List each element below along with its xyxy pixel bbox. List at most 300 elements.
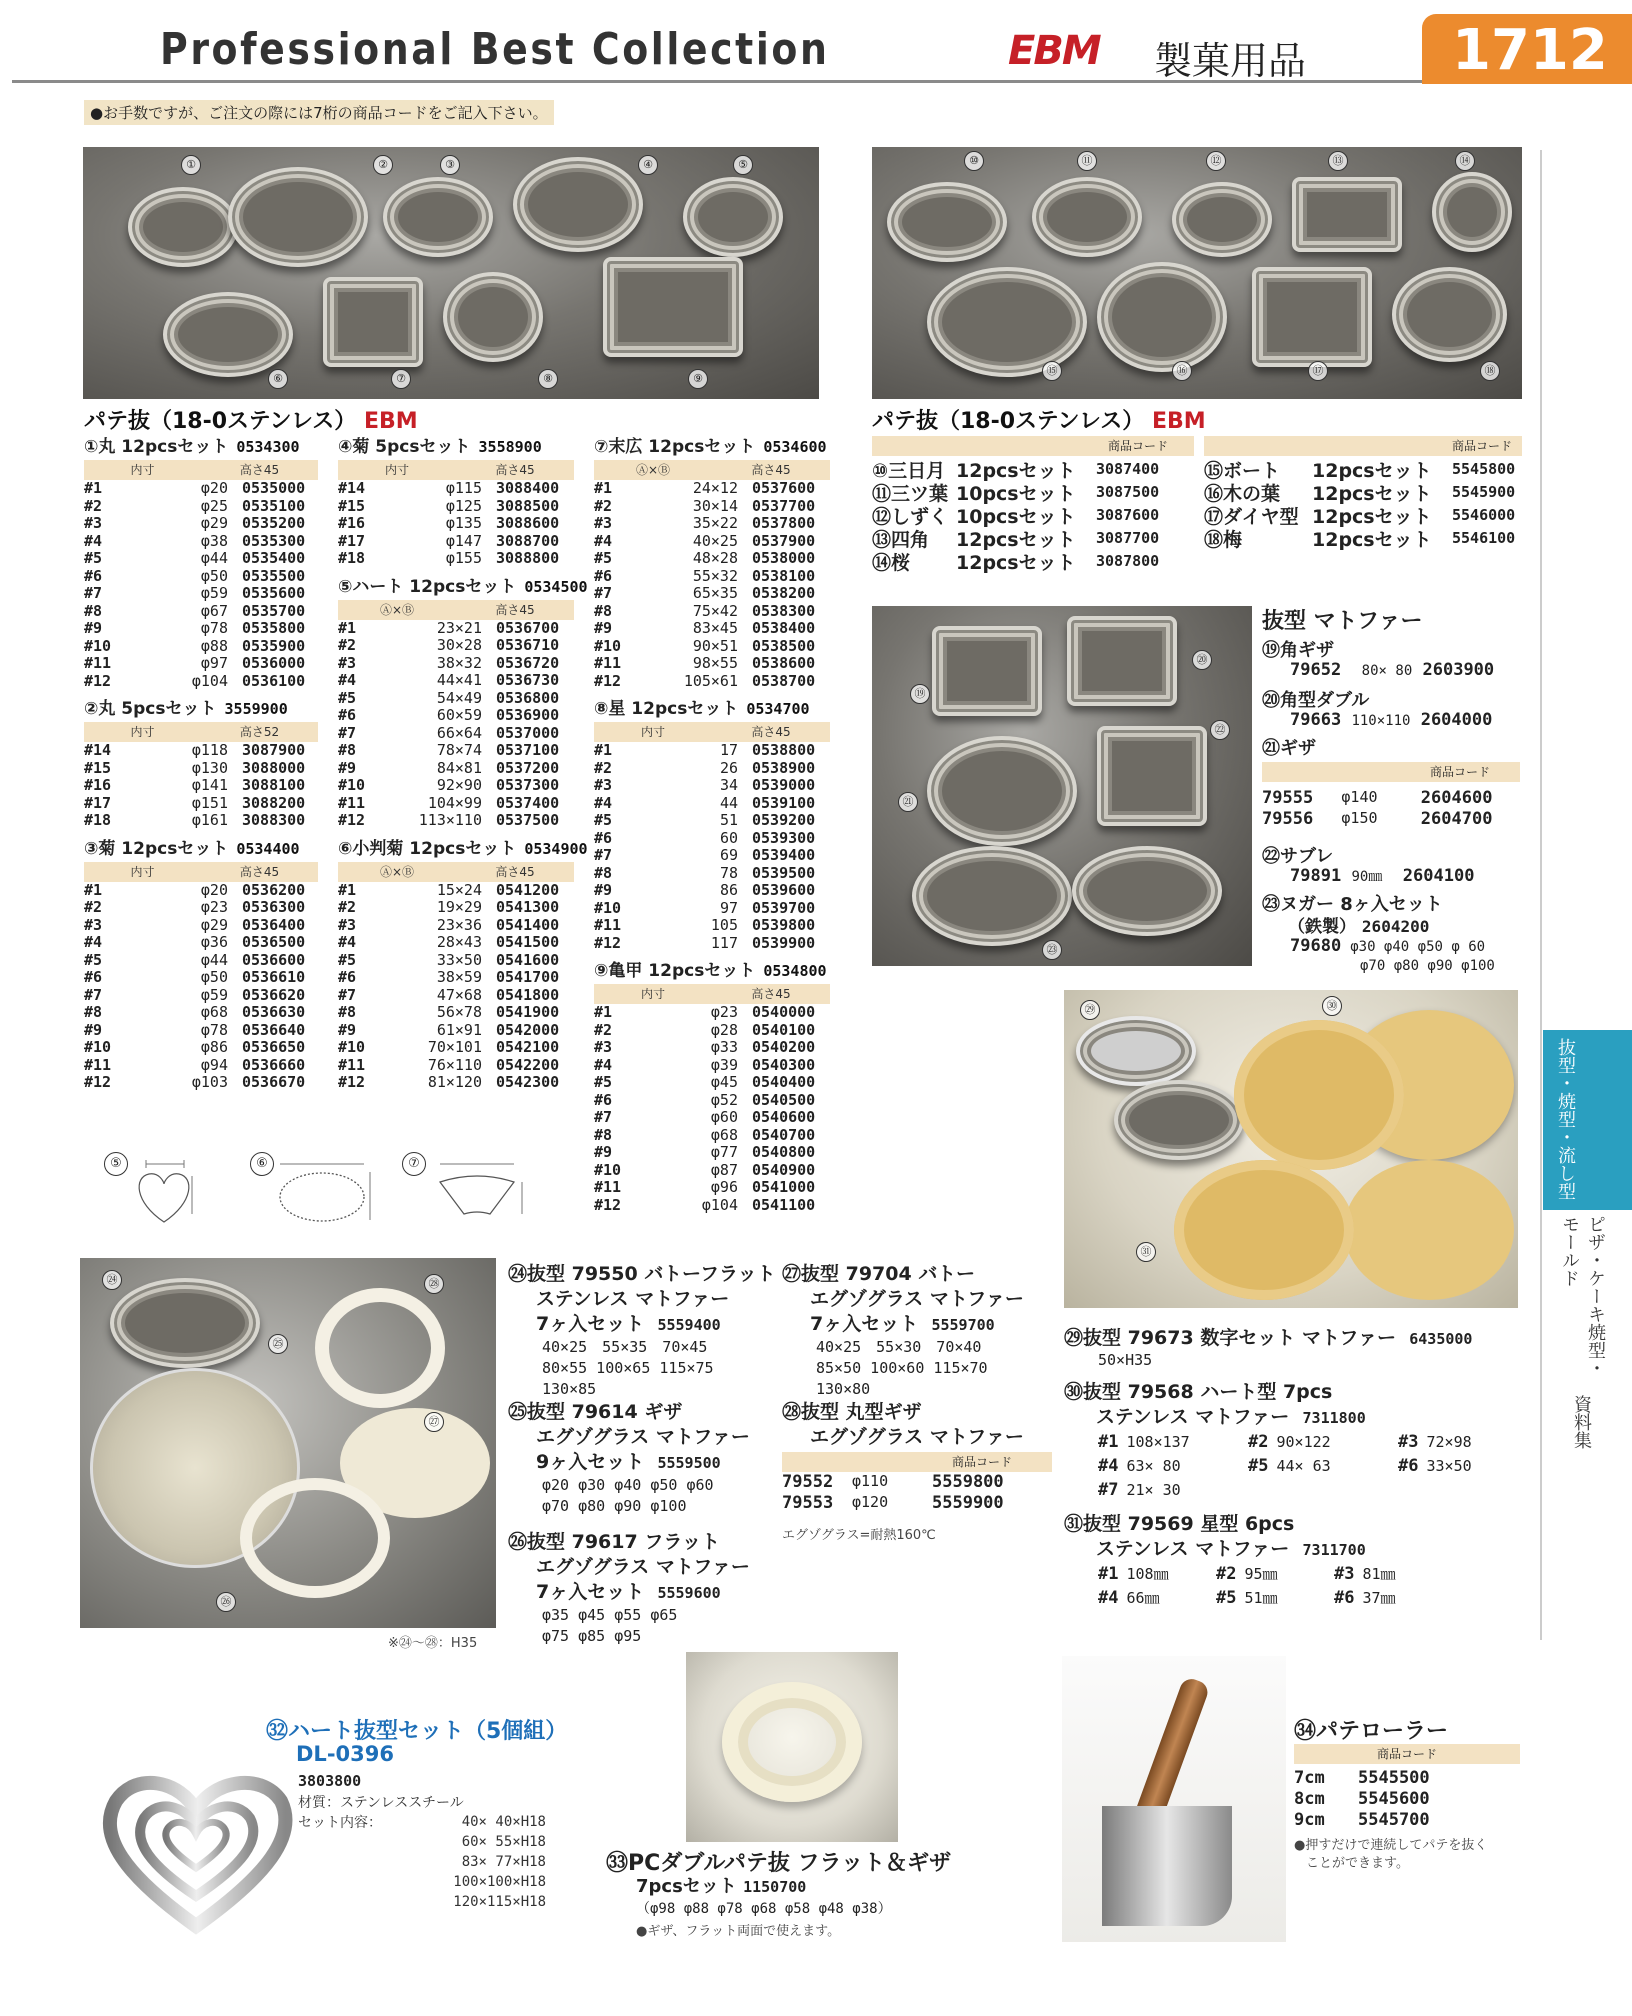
row-size: φ50 [200, 566, 228, 585]
item24 [508, 1262, 780, 1400]
cutter-drop [1172, 182, 1272, 257]
row-number: #2 [594, 1020, 613, 1039]
header-height: 高さ45 [495, 463, 535, 477]
row-size: φ96 [710, 1178, 738, 1196]
table-row [594, 742, 830, 760]
block-name: ④菊 5pcsセット [338, 437, 471, 457]
row-size: φ23 [710, 1003, 738, 1021]
photo5-label-28: ㉘ [424, 1274, 444, 1294]
row-value: 79552 [782, 1472, 834, 1492]
row-value: 8cm [1294, 1789, 1325, 1809]
table-row [338, 480, 574, 498]
row-code: 0537000 [496, 723, 560, 742]
photo5-label-25: ㉕ [268, 1334, 288, 1354]
row-code: 0541400 [496, 915, 560, 934]
item20-code: 2604000 [1420, 710, 1493, 730]
oval-outline-icon [250, 1152, 380, 1232]
size-value: 108×137 [1126, 1433, 1190, 1451]
side-tab-label-2[interactable]: ピザ・ケーキ焼型・モールド [1559, 1215, 1606, 1377]
table-row [84, 952, 318, 970]
size-number: #5 [1248, 1456, 1269, 1476]
size-cell [1398, 1430, 1538, 1454]
row-number: #5 [594, 1073, 613, 1091]
row-number: #7 [594, 1108, 613, 1126]
block-name: ⑤ハート 12pcsセット [338, 576, 517, 597]
row-number: #10 [338, 1038, 366, 1056]
photo-pate-roller [1062, 1656, 1286, 1942]
row-number: #5 [338, 950, 357, 969]
item22-name: ㉒サブレ [1262, 846, 1334, 867]
row-code: 0539200 [752, 811, 816, 829]
photo1-label-2: ② [373, 155, 393, 175]
row-size: φ86 [200, 1038, 228, 1056]
row-size: φ104 [701, 1195, 738, 1214]
size-value: 90×122 [1276, 1433, 1331, 1451]
item26-sizes [508, 1605, 780, 1647]
item23-name: ㉓ヌガー 8ヶ入セット [1262, 894, 1443, 915]
section2-shape: ⑭桜 [872, 552, 911, 574]
row-number: #6 [84, 566, 103, 585]
box-star [1174, 1160, 1354, 1300]
cutter-round-large [228, 167, 368, 267]
table-row [84, 638, 318, 656]
item27-line3 [782, 1312, 1052, 1337]
item28-note: エグゾグラス=耐熱160℃ [782, 1528, 936, 1543]
row-code: 0536400 [242, 915, 306, 934]
row-code: 0537200 [496, 758, 560, 777]
row-size: φ104 [191, 671, 228, 690]
product-block [338, 574, 588, 830]
row-size: 26 [719, 758, 738, 777]
row-code: 3088300 [242, 811, 306, 829]
row-code: 0540300 [752, 1055, 816, 1074]
row-number: #4 [84, 531, 103, 550]
header-height: 高さ52 [239, 725, 280, 739]
table-row [338, 952, 574, 970]
section2-row [1204, 529, 1522, 552]
section2-code: 5546000 [1452, 506, 1516, 524]
table-row [338, 533, 574, 551]
set-size: 120×115×H18 [453, 1894, 546, 1910]
section2-title [872, 404, 1206, 435]
row-code: 0538300 [752, 601, 816, 620]
table-row [338, 1022, 574, 1040]
roller-handle [1133, 1676, 1211, 1827]
row-number: #16 [84, 776, 112, 794]
table-row [84, 533, 318, 551]
section2-shape: ⑮ボート [1204, 460, 1281, 482]
row-number: #2 [594, 496, 613, 515]
row-code: 0539500 [752, 863, 816, 882]
row-size: 78×74 [436, 741, 482, 759]
row-code: 5559800 [932, 1472, 1004, 1492]
row-number: #7 [84, 985, 103, 1004]
item31-sizes [1064, 1562, 1526, 1610]
section2-row [872, 552, 1194, 575]
row-size: 60×59 [436, 706, 482, 724]
row-number: #11 [594, 916, 622, 934]
header-size: 内寸 [384, 463, 409, 477]
section2-shape: ⑰ダイヤ型 [1204, 506, 1299, 528]
row-code: 0536800 [496, 688, 560, 707]
table-row [594, 1057, 830, 1075]
table-row [338, 690, 574, 708]
size-number: #3 [1398, 1432, 1419, 1452]
table-row [594, 777, 830, 795]
code-row [782, 1493, 1052, 1514]
size-number: #5 [1216, 1588, 1237, 1608]
row-number: #7 [338, 985, 357, 1004]
row-number: #11 [594, 1178, 622, 1196]
row-value: φ120 [852, 1493, 889, 1511]
table-row [84, 987, 318, 1005]
item25-line2: エグゾグラス マトファー [536, 1426, 750, 1448]
photo1-label-4: ④ [638, 155, 658, 175]
photo-matfer-boxed-sets [1064, 990, 1518, 1308]
item32-title: ㉜ハート抜型セット（5個組） [266, 1719, 568, 1744]
item19-code: 2603900 [1422, 660, 1495, 680]
row-number: #17 [338, 531, 366, 550]
photo3-label-21: ㉑ [898, 792, 918, 812]
row-code: 0542300 [496, 1073, 560, 1091]
row-number: #4 [594, 1055, 613, 1074]
row-code: 0536640 [242, 1020, 306, 1039]
table-row [84, 1057, 318, 1075]
section2-brand: EBM [1151, 409, 1206, 434]
row-number: #8 [84, 601, 103, 620]
item22-model: 79891 [1290, 866, 1342, 886]
row-number: #4 [84, 933, 103, 951]
item34-note-2: ことができます。 [1306, 1856, 1409, 1871]
section2-shape: ⑩三日月 [872, 460, 946, 482]
row-size: 78 [719, 863, 738, 882]
header-height: 高さ45 [239, 463, 280, 477]
block-header [84, 722, 318, 742]
row-code: 0539900 [752, 933, 816, 952]
photo3-label-22: ㉒ [1210, 720, 1230, 740]
row-number: #12 [594, 933, 622, 952]
row-number: #2 [84, 898, 103, 916]
photo4-label-31: ㉛ [1136, 1242, 1156, 1262]
item29-line1: ㉙抜型 79673 数字セット マトファー [1064, 1327, 1396, 1349]
cutter-boat [927, 267, 1087, 377]
photo1-label-3: ③ [440, 155, 460, 175]
section2-set: 12pcsセット [1312, 529, 1432, 551]
row-code: 3088200 [242, 793, 306, 812]
row-size: φ68 [200, 1003, 228, 1021]
table-row [84, 777, 318, 795]
item23-sub-line [1288, 912, 1429, 937]
cutter-fan [323, 277, 423, 367]
row-number: #1 [84, 880, 103, 899]
item32-material: 材質：ステンレススチール [298, 1795, 464, 1811]
row-code: 3088800 [496, 549, 560, 567]
row-size: φ115 [445, 479, 482, 497]
row-code: 0541500 [496, 933, 560, 951]
item25-code: 5559500 [657, 1454, 721, 1472]
item22-size: 90㎜ [1351, 869, 1383, 885]
item24-sizes-2: 80×55 100×65 115×75 [542, 1359, 714, 1377]
section2-code: 5546100 [1452, 529, 1516, 547]
cutter-star [443, 272, 543, 362]
row-number: #4 [338, 671, 357, 689]
item20-name: ⑳角型ダブル [1262, 690, 1370, 711]
item25-sizes-2: φ70 φ80 φ90 φ100 [542, 1497, 687, 1515]
cutter-square-double [1067, 616, 1177, 706]
item28-line2: エグゾグラス マトファー [810, 1426, 1024, 1448]
table-row [84, 550, 318, 568]
item25-sizes [508, 1475, 780, 1517]
row-size: φ33 [710, 1038, 738, 1056]
row-code: 0537400 [496, 793, 560, 812]
row-size: 76×110 [427, 1055, 482, 1074]
row-size: 70×101 [427, 1038, 482, 1056]
item24-line3-text: 7ヶ入セット [536, 1313, 645, 1335]
row-number: #3 [338, 653, 357, 672]
row-code: 0538900 [752, 758, 816, 777]
table-row [594, 900, 830, 918]
row-size: φ25 [200, 496, 228, 515]
row-number: #5 [84, 950, 103, 969]
item30-sizes [1064, 1430, 1526, 1502]
row-size: 105×61 [683, 671, 738, 690]
row-number: #18 [84, 811, 112, 829]
diagram-num-5: ⑤ [104, 1152, 128, 1176]
table-row [594, 1144, 830, 1162]
row-size: φ39 [710, 1055, 738, 1074]
row-code: 0536600 [242, 950, 306, 969]
row-code: 0538700 [752, 671, 816, 690]
diagram-num-7: ⑦ [402, 1152, 426, 1176]
photo2-label-11: ⑪ [1077, 151, 1097, 171]
header-height: 高さ45 [239, 864, 280, 879]
row-size: 86 [719, 881, 738, 899]
section2-left-header: 商品コード [872, 436, 1194, 456]
cutter-round [128, 187, 238, 267]
row-size: φ78 [200, 619, 228, 637]
row-code: 0538600 [752, 654, 816, 672]
row-number: #10 [338, 776, 366, 794]
row-code: 5559900 [932, 1493, 1004, 1513]
section2-code: 3087400 [1096, 460, 1160, 478]
row-number: #5 [594, 549, 613, 567]
product-block [338, 836, 588, 1092]
column-right-blocks [594, 434, 830, 1220]
row-code: 0535800 [242, 619, 306, 637]
item19-name: ⑲角ギザ [1262, 640, 1334, 661]
row-size: 17 [719, 741, 738, 759]
item27-sizes-1: 40×25 55×30 70×40 [816, 1338, 982, 1356]
block-title [338, 434, 574, 460]
block-header [594, 460, 830, 480]
item27-line3-text: 7ヶ入セット [810, 1313, 919, 1335]
table-row [338, 812, 574, 830]
size-cell [1248, 1430, 1398, 1454]
row-size: 40×25 [692, 531, 738, 550]
row-size: 83×45 [692, 619, 738, 637]
table-row [338, 1039, 574, 1057]
table-row [84, 620, 318, 638]
item30-line1: ㉚抜型 79568 ハート型 7pcs [1064, 1381, 1333, 1403]
section1-brand: EBM [363, 409, 418, 434]
table-row [594, 847, 830, 865]
side-tab-label-3[interactable]: 資料集 [1571, 1395, 1592, 1449]
table-row [338, 899, 574, 917]
category-title: 製菓用品 [1154, 39, 1307, 83]
item33-code: 1150700 [743, 1878, 807, 1896]
row-number: #1 [84, 479, 103, 497]
size-number: #7 [1098, 1480, 1119, 1500]
row-size: φ23 [200, 898, 228, 916]
header-size: 内寸 [130, 463, 155, 477]
table-row [338, 917, 574, 935]
row-number: #8 [84, 1003, 103, 1021]
item26-code: 5559600 [657, 1584, 721, 1602]
section1-title-text: パテ抜（18-0ステンレス） [84, 409, 357, 434]
row-size: 35×22 [692, 514, 738, 532]
row-code: 0537500 [496, 811, 560, 829]
table-row [338, 498, 574, 516]
row-code: 0541000 [752, 1178, 816, 1196]
section2-set: 12pcsセット [1312, 460, 1432, 482]
row-size: 92×90 [436, 776, 482, 794]
block-code: 0534300 [236, 438, 300, 456]
table-row [338, 987, 574, 1005]
row-size: φ130 [191, 758, 228, 777]
row-number: #6 [594, 828, 613, 847]
row-code: 5545600 [1358, 1789, 1430, 1809]
row-code: 0535700 [242, 601, 306, 620]
size-number: #2 [1248, 1432, 1269, 1452]
item34-rows [1294, 1768, 1520, 1831]
row-number: #3 [594, 514, 613, 532]
row-code: 0536730 [496, 671, 560, 689]
diagram-heart [104, 1152, 204, 1232]
row-code: 0536670 [242, 1073, 306, 1091]
table-row [84, 1022, 318, 1040]
row-number: #12 [594, 1195, 622, 1214]
table-row [84, 1074, 318, 1092]
row-size: 38×59 [436, 968, 482, 986]
table-row [338, 655, 574, 673]
row-code: 0535100 [242, 496, 306, 515]
item34-note-1: ●押すだけで連続してパテを抜く [1294, 1838, 1488, 1853]
cutter-hexagon [603, 257, 743, 357]
header-height: 高さ45 [751, 725, 791, 739]
row-number: #18 [338, 549, 366, 567]
photo2-label-15: ⑮ [1042, 361, 1062, 381]
row-size: φ161 [191, 811, 228, 829]
row-number: #10 [84, 636, 112, 655]
size-cell [1216, 1562, 1334, 1586]
row-number: #1 [594, 741, 613, 759]
table-row [84, 585, 318, 603]
photo4-label-30: ㉚ [1322, 996, 1342, 1016]
cutter-white-ring [315, 1288, 445, 1408]
photo2-label-14: ⑭ [1455, 151, 1475, 171]
row-size: 44×41 [436, 671, 482, 689]
size-cell [1248, 1454, 1398, 1478]
row-size: 33×50 [436, 950, 482, 969]
item29-size: 50×H35 [1098, 1351, 1153, 1369]
row-size: 97 [719, 898, 738, 917]
block-name: ⑧星 12pcsセット [594, 699, 739, 719]
size-value: 81㎜ [1362, 1565, 1396, 1583]
photo3-label-23: ㉓ [1042, 940, 1062, 960]
row-code: 0535900 [242, 636, 306, 655]
item26-line2: エグゾグラス マトファー [536, 1556, 750, 1578]
size-cell [1098, 1562, 1216, 1586]
row-number: #8 [594, 601, 613, 620]
block-code: 0534700 [746, 700, 810, 718]
header-height: 高さ45 [495, 602, 535, 617]
row-size: 56×78 [436, 1003, 482, 1021]
row-size: φ44 [200, 950, 228, 969]
row-code: 3087900 [242, 741, 306, 759]
row-number: #9 [84, 619, 103, 637]
photo1-label-9: ⑨ [688, 369, 708, 389]
row-code: 0542000 [496, 1020, 560, 1039]
size-value: 44× 63 [1276, 1457, 1331, 1475]
photo-matfer-cutters [872, 606, 1252, 966]
section2-shape: ⑯木の葉 [1204, 483, 1281, 505]
table-row [594, 673, 830, 691]
row-code: 0540400 [752, 1073, 816, 1091]
table-row [338, 637, 574, 655]
item21-rows [1262, 788, 1520, 830]
row-size: φ155 [445, 549, 482, 567]
size-value: 21× 30 [1126, 1481, 1181, 1499]
table-row [594, 917, 830, 935]
page-number: 1712 [1452, 18, 1608, 83]
header-height: 高さ45 [495, 864, 535, 879]
size-number: #2 [1216, 1564, 1237, 1584]
photo-pate-cutters-10-18 [872, 147, 1522, 399]
item33-sizes: （φ98 φ88 φ78 φ68 φ58 φ48 φ38） [636, 1901, 892, 1917]
diagram-oval [250, 1152, 380, 1232]
item26-line1: ㉖抜型 79617 フラット [508, 1531, 720, 1553]
box-lid-star [1344, 1160, 1514, 1300]
brand-logo: EBM [1008, 28, 1100, 74]
code-row [782, 1472, 1052, 1493]
item21-header: 商品コード [1262, 762, 1520, 782]
row-value: 7cm [1294, 1768, 1325, 1788]
set-size: 100×100×H18 [453, 1874, 546, 1890]
row-value: φ150 [1341, 809, 1378, 827]
table-row [338, 882, 574, 900]
table-row [84, 934, 318, 952]
section2-shape: ⑱梅 [1204, 529, 1243, 551]
row-number: #2 [338, 898, 357, 916]
row-number: #11 [338, 1055, 366, 1074]
item23-sub: （鉄製） [1288, 917, 1356, 937]
header-size: 内寸 [640, 987, 665, 1001]
block-name: ⑨亀甲 12pcsセット [594, 961, 756, 981]
row-size: φ29 [200, 514, 228, 532]
item28-header: 商品コード [782, 1452, 1052, 1472]
table-row [594, 480, 830, 498]
table-row [84, 515, 318, 533]
table-row [84, 917, 318, 935]
item21-name: ㉑ギザ [1262, 738, 1316, 759]
row-size: φ59 [200, 584, 228, 602]
heart-outline-icon [104, 1152, 204, 1232]
table-row [84, 673, 318, 691]
row-size: 34 [719, 776, 738, 794]
row-code: 0541900 [496, 1003, 560, 1021]
code-row [1294, 1810, 1520, 1831]
block-title [84, 696, 318, 722]
